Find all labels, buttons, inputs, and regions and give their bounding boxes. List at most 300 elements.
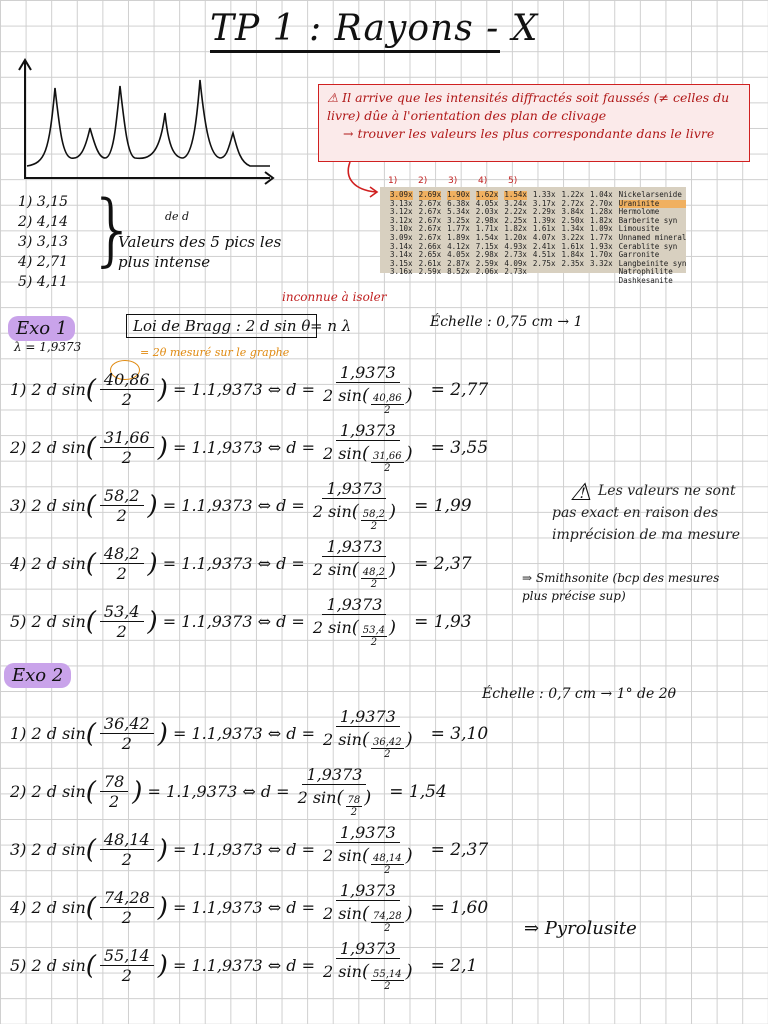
equation-result: = 2,77: [430, 379, 489, 400]
db-cell: 1.39x: [532, 215, 556, 225]
equation-mid: = 1.1,9373 ⇔ d =: [162, 496, 305, 515]
paren-open: (: [361, 961, 369, 982]
title-underline: [210, 50, 500, 53]
lambda-value: λ = 1,9373: [14, 340, 82, 354]
small-theta-value: 40,86: [372, 393, 402, 404]
db-column: [619, 191, 687, 286]
d-fraction: [319, 363, 417, 416]
equation-mid: = 1.1,9373 ⇔ d =: [172, 438, 316, 457]
theta-fraction: [100, 888, 154, 927]
orange-note: = 2θ mesuré sur le graphe: [140, 346, 290, 359]
db-cell: 1.70x: [590, 250, 613, 260]
bragg-equation: [10, 881, 488, 934]
d-fraction: [319, 823, 417, 876]
equation-result: = 1,93: [414, 611, 472, 632]
d-numerator: 1,9373: [322, 595, 386, 615]
bragg-equation: [10, 765, 447, 818]
db-cell: 4.09x: [504, 258, 527, 268]
bragg-equation: [10, 537, 472, 590]
db-cell: 1.62x: [475, 190, 499, 199]
db-cell: 2.59x: [475, 258, 499, 268]
d-fraction: [294, 765, 376, 818]
theta-value: 74,28: [100, 888, 154, 908]
equation-result: = 2,1: [430, 955, 478, 976]
db-cell: Dashkesanite: [618, 275, 673, 285]
theta-value: 58,2: [100, 486, 144, 506]
paren-open: (: [351, 617, 359, 638]
d-denominator: [309, 499, 400, 532]
page-title: TP 1 : Rayons - X: [210, 8, 539, 49]
db-col-number: 5): [508, 176, 518, 186]
equation-result: = 1,99: [414, 495, 472, 516]
d-denominator: [319, 441, 417, 474]
paren-open: (: [361, 903, 369, 924]
equation-result: = 2,37: [414, 553, 472, 574]
db-cell: 2.70x: [590, 198, 613, 208]
db-cell: 3.32x: [590, 258, 613, 268]
d-numerator: 1,9373: [336, 939, 400, 959]
db-cell: 1.90x: [447, 190, 470, 199]
db-cell: 2.66x: [418, 241, 442, 251]
paren-open: (: [85, 950, 96, 981]
db-cell: 2.67x: [418, 198, 442, 208]
d-denominator: [319, 383, 417, 416]
exercise-2-conclusion: ⇒ Pyrolusite: [524, 918, 637, 939]
db-cell: 2.03x: [475, 207, 499, 217]
theta-divisor: 2: [121, 850, 132, 869]
d-denominator: [294, 785, 376, 818]
db-cell: Langbeinite syn: [618, 258, 687, 268]
peak-item: 4) 2,71: [18, 254, 68, 270]
equation-index: 5): [10, 612, 27, 631]
db-cell: Garronite: [618, 250, 660, 260]
d-numerator: 1,9373: [336, 823, 400, 843]
paren-close: ): [405, 903, 413, 924]
db-cell: 3.14x: [390, 250, 413, 260]
diffractogram-sketch: [15, 58, 280, 188]
small-theta-divisor: 2: [370, 579, 378, 590]
db-column: [533, 191, 556, 286]
equation-lhs: 2 d sin: [31, 438, 86, 457]
db-column: [476, 191, 499, 286]
d-numerator: 1,9373: [322, 479, 386, 499]
small-theta-divisor: 2: [370, 637, 378, 648]
db-cell: 2.67x: [418, 207, 442, 217]
theta-divisor: 2: [121, 966, 132, 985]
db-cell: 1.61x: [532, 224, 556, 234]
db-cell: 2.22x: [504, 207, 527, 217]
db-cell: 3.12x: [390, 215, 413, 225]
db-col-number: 4): [478, 176, 488, 186]
red-note-line1: ⚠ Il arrive que les intensités diffractés soit faussés (≠ celles du livre) dûe à l'orientation des plan de clivage: [327, 90, 730, 123]
db-column: [390, 191, 413, 286]
db-cell: 1.54x: [504, 190, 527, 199]
theta-divisor: 2: [108, 792, 120, 811]
equation-lhs: 2 d sin: [31, 612, 86, 631]
equation-index: 3): [10, 840, 27, 859]
mineral-database-photo: [380, 187, 687, 285]
d-denominator: [309, 557, 400, 590]
d-numerator: 1,9373: [302, 765, 366, 785]
equation-index: 2): [10, 438, 27, 457]
db-cell: 3.25x: [447, 215, 470, 225]
paren-close: ): [157, 892, 168, 923]
theta-divisor: 2: [121, 448, 132, 467]
d-denominator-sin: 2 sin: [323, 730, 362, 749]
equation-result: = 1,54: [389, 781, 447, 802]
paren-close: ): [147, 548, 158, 579]
db-cell: 2.35x: [561, 258, 585, 268]
db-cell: Barberite syn: [618, 215, 678, 225]
db-cell: 2.29x: [532, 207, 556, 217]
peak-item: 2) 4,14: [18, 214, 68, 230]
equation-mid: = 1.1,9373 ⇔ d =: [162, 612, 305, 631]
d-denominator-sin: 2 sin: [323, 386, 362, 405]
small-theta-value: 53,4: [362, 625, 386, 636]
db-cell: 6.38x: [447, 198, 470, 208]
small-theta-fraction: [346, 795, 363, 818]
db-cell: 3.16x: [390, 267, 413, 277]
peak-description: Valeurs des 5 pics les plus intense: [118, 233, 282, 271]
theta-value: 55,14: [100, 946, 154, 966]
theta-divisor: 2: [116, 622, 127, 641]
db-cell: 4.12x: [447, 241, 470, 251]
db-cell: 4.05x: [447, 250, 470, 260]
db-cell: 3.17x: [532, 198, 556, 208]
db-cell: 1.77x: [447, 224, 470, 234]
bragg-equation: [10, 479, 472, 532]
db-column: [590, 191, 613, 286]
equation-mid: = 1.1,9373 ⇔ d =: [172, 724, 316, 743]
paren-close: ): [157, 834, 168, 865]
equation-index: 1): [10, 380, 27, 399]
db-cell: 3.09x: [390, 190, 413, 199]
db-cell: 7.15x: [475, 241, 499, 251]
small-theta-value: 36,42: [372, 737, 402, 748]
db-cell: 1.89x: [447, 232, 470, 242]
d-denominator: [319, 959, 417, 992]
d-fraction: [309, 479, 400, 532]
equation-index: 5): [10, 956, 27, 975]
bragg-equation: [10, 421, 488, 474]
theta-fraction: [100, 830, 154, 869]
db-cell: 3.24x: [504, 198, 527, 208]
bragg-law-rest: = n λ: [310, 317, 352, 335]
db-cell: 3.15x: [390, 258, 413, 268]
theta-divisor: 2: [121, 390, 132, 409]
db-cell: 3.84x: [561, 207, 585, 217]
peak-item: 3) 3,13: [18, 234, 68, 250]
db-cell: 2.98x: [475, 215, 499, 225]
equation-result: = 3,10: [430, 723, 489, 744]
db-cell: 2.75x: [532, 258, 556, 268]
small-theta-fraction: [371, 451, 404, 474]
db-col-number: 2): [418, 176, 428, 186]
peak-item: 5) 4,11: [18, 274, 68, 290]
theta-value: 53,4: [100, 602, 144, 622]
db-col-number: 3): [448, 176, 458, 186]
d-denominator-sin: 2 sin: [323, 904, 362, 923]
paren-close: ): [405, 385, 413, 406]
db-cell: 2.67x: [418, 215, 442, 225]
small-theta-value: 74,28: [372, 911, 402, 922]
paren-open: (: [85, 718, 96, 749]
db-cell: Hermolome: [618, 207, 660, 217]
db-cell: 1.20x: [504, 232, 527, 242]
warning-icon: ⚠: [570, 478, 592, 506]
paren-close: ): [389, 617, 397, 638]
paren-close: ): [405, 845, 413, 866]
db-cell: 4.51x: [532, 250, 556, 260]
paren-close: ): [132, 776, 143, 807]
small-theta-value: 48,2: [362, 567, 386, 578]
equation-lhs: 2 d sin: [31, 782, 86, 801]
equation-index: 2): [10, 782, 27, 801]
db-cell: 2.98x: [475, 250, 499, 260]
paren-close: ): [147, 606, 158, 637]
small-theta-divisor: 2: [384, 463, 391, 474]
peak-item: 1) 3,15: [18, 194, 68, 210]
db-cell: 2.73x: [504, 267, 527, 277]
paren-close: ): [389, 559, 397, 580]
paren-open: (: [336, 787, 344, 808]
db-cell: 1.22x: [561, 190, 585, 199]
d-fraction: [319, 421, 417, 474]
db-cell: 1.28x: [590, 207, 613, 217]
warning-text: Les valeurs ne sont pas exact en raison des imprécision de ma mesure: [552, 483, 741, 543]
d-denominator: [319, 901, 417, 934]
db-cell: 3.12x: [390, 207, 413, 217]
bragg-equation: [10, 595, 472, 648]
equation-result: = 2,37: [430, 839, 489, 860]
db-cell: 2.59x: [418, 267, 442, 277]
paren-open: (: [361, 443, 369, 464]
db-cell: 1.84x: [561, 250, 585, 260]
equation-result: = 3,55: [430, 437, 489, 458]
exercise-1-conclusion: ⇒ Smithsonite (bcp des mesures plus précise sup): [522, 571, 720, 603]
equation-mid: = 1.1,9373 ⇔ d =: [172, 898, 316, 917]
bragg-equation: [10, 707, 488, 760]
paren-open: (: [85, 834, 96, 865]
theta-divisor: 2: [121, 734, 132, 753]
db-columns: [390, 191, 686, 286]
db-cell: 1.71x: [475, 224, 499, 234]
small-theta-value: 48,14: [372, 853, 402, 864]
db-cell: Uraninite: [619, 200, 687, 209]
equation-lhs: 2 d sin: [31, 898, 86, 917]
db-cell: 1.54x: [475, 232, 499, 242]
paren-open: (: [85, 374, 96, 405]
paren-open: (: [351, 501, 359, 522]
theta-fraction: [100, 946, 154, 985]
paren-open: (: [85, 892, 96, 923]
db-cell: 3.22x: [561, 232, 585, 242]
equation-index: 1): [10, 724, 27, 743]
db-cell: 2.67x: [418, 224, 442, 234]
small-theta-divisor: 2: [384, 923, 391, 934]
paren-open: (: [361, 385, 369, 406]
paren-close: ): [147, 490, 158, 521]
equation-result: = 1,60: [430, 897, 489, 918]
exercise-2-label: Exo 2: [4, 663, 71, 688]
paren-close: ): [364, 787, 372, 808]
db-cell: Cerablite syn: [618, 241, 678, 251]
db-cell: Unnamed mineral: [618, 232, 687, 242]
db-column: [419, 191, 442, 286]
paren-close: ): [157, 718, 168, 749]
equation-index: 4): [10, 554, 27, 573]
db-cell: 3.09x: [390, 232, 413, 242]
small-theta-fraction: [371, 737, 404, 760]
db-cell: 2.06x: [475, 267, 499, 277]
db-cell: 4.05x: [475, 198, 499, 208]
theta-fraction: [100, 544, 144, 583]
d-numerator: 1,9373: [336, 363, 400, 383]
precision-warning: [552, 480, 762, 546]
theta-value: 40,86: [100, 370, 154, 390]
bragg-equation: [10, 939, 477, 992]
theta-divisor: 2: [121, 908, 132, 927]
d-denominator-sin: 2 sin: [297, 788, 337, 807]
theta-value: 48,2: [100, 544, 144, 564]
small-theta-fraction: [371, 393, 404, 416]
theta-fraction: [100, 428, 154, 467]
scale-note-1: Échelle : 0,75 cm → 1: [430, 314, 583, 330]
db-cell: 1.93x: [590, 241, 613, 251]
db-cell: 1.77x: [590, 232, 613, 242]
d-denominator-sin: 2 sin: [323, 444, 362, 463]
db-cell: Limousite: [618, 224, 660, 234]
equation-index: 3): [10, 496, 27, 515]
equation-index: 4): [10, 898, 27, 917]
d-fraction: [319, 939, 417, 992]
paren-close: ): [389, 501, 397, 522]
paren-close: ): [405, 443, 413, 464]
small-theta-fraction: [361, 509, 387, 532]
equation-mid: = 1.1,9373 ⇔ d =: [172, 840, 316, 859]
small-theta-divisor: 2: [384, 749, 391, 760]
db-cell: 1.61x: [561, 241, 585, 251]
paren-close: ): [157, 432, 168, 463]
d-fraction: [319, 707, 417, 760]
db-cell: 2.41x: [532, 241, 556, 251]
paren-open: (: [361, 845, 369, 866]
d-fraction: [309, 595, 400, 648]
db-cell: 3.14x: [390, 241, 413, 251]
theta-fraction: [100, 486, 144, 525]
bragg-equation: [10, 363, 488, 416]
paren-close: ): [405, 961, 413, 982]
paren-open: (: [361, 729, 369, 750]
db-cell: 2.72x: [561, 198, 585, 208]
db-cell: Natrophilite: [618, 267, 673, 277]
theta-value: 78: [100, 772, 128, 792]
db-cell: 8.52x: [447, 267, 470, 277]
red-warning-note: [318, 84, 750, 162]
theta-fraction: [100, 370, 154, 409]
paren-open: (: [85, 606, 96, 637]
d-numerator: 1,9373: [336, 881, 400, 901]
db-cell: 5.34x: [447, 207, 470, 217]
paren-open: (: [85, 490, 96, 521]
theta-fraction: [100, 772, 128, 811]
theta-fraction: [100, 602, 144, 641]
small-theta-fraction: [371, 853, 404, 876]
db-column: [561, 191, 584, 286]
d-numerator: 1,9373: [336, 421, 400, 441]
small-theta-value: 31,66: [372, 451, 402, 462]
db-cell: 2.67x: [418, 232, 442, 242]
small-theta-divisor: 2: [370, 521, 378, 532]
d-denominator-sin: 2 sin: [323, 846, 362, 865]
db-cell: 1.09x: [590, 224, 613, 234]
equation-lhs: 2 d sin: [31, 380, 86, 399]
db-cell: 4.07x: [532, 232, 556, 242]
small-theta-fraction: [361, 625, 387, 648]
d-fraction: [309, 537, 400, 590]
red-note-line2: → trouver les valeurs les plus correspondante dans le livre: [343, 126, 715, 141]
db-cell: 2.87x: [447, 258, 470, 268]
db-cell: 2.73x: [504, 250, 527, 260]
db-column: [447, 191, 470, 286]
db-cell: 4.93x: [504, 241, 527, 251]
equation-lhs: 2 d sin: [31, 496, 86, 515]
small-theta-fraction: [371, 911, 404, 934]
d-fraction: [319, 881, 417, 934]
theta-divisor: 2: [116, 506, 127, 525]
db-cell: 2.69x: [418, 190, 442, 199]
db-cell: 2.65x: [418, 250, 442, 260]
small-theta-fraction: [361, 567, 387, 590]
unknown-label: inconnue à isoler: [282, 290, 387, 304]
db-cell: 1.82x: [590, 215, 613, 225]
equation-mid: = 1.1,9373 ⇔ d =: [147, 782, 290, 801]
red-arrow-icon: [340, 160, 384, 200]
equation-lhs: 2 d sin: [31, 840, 86, 859]
theta-divisor: 2: [116, 564, 127, 583]
db-cell: 1.04x: [590, 190, 613, 199]
theta-value: 48,14: [100, 830, 154, 850]
paren-close: ): [157, 950, 168, 981]
paren-open: (: [85, 776, 96, 807]
brace-icon: }: [88, 185, 138, 275]
peak-desc-sup: de d: [165, 210, 190, 223]
db-col-number: 1): [388, 176, 398, 186]
equation-mid: = 1.1,9373 ⇔ d =: [162, 554, 305, 573]
d-numerator: 1,9373: [336, 707, 400, 727]
db-cell: 3.13x: [390, 198, 413, 208]
theta-value: 31,66: [100, 428, 154, 448]
bragg-law-box: Loi de Bragg : 2 d sin θ: [126, 314, 317, 338]
small-theta-divisor: 2: [384, 405, 391, 416]
small-theta-fraction: [371, 969, 404, 992]
d-denominator-sin: 2 sin: [312, 560, 352, 579]
small-theta-divisor: 2: [384, 981, 391, 992]
d-denominator-sin: 2 sin: [312, 618, 352, 637]
theta-value: 36,42: [100, 714, 154, 734]
db-column-numbers: [388, 176, 538, 186]
small-theta-value: 55,14: [372, 969, 402, 980]
d-denominator: [319, 727, 417, 760]
db-cell: 3.10x: [390, 224, 413, 234]
db-cell: 2.61x: [418, 258, 442, 268]
scale-note-2: Échelle : 0,7 cm → 1° de 2θ: [482, 686, 677, 702]
equation-lhs: 2 d sin: [31, 956, 86, 975]
theta-fraction: [100, 714, 154, 753]
d-numerator: 1,9373: [322, 537, 386, 557]
small-theta-value: 78: [347, 795, 361, 806]
equation-lhs: 2 d sin: [31, 724, 86, 743]
